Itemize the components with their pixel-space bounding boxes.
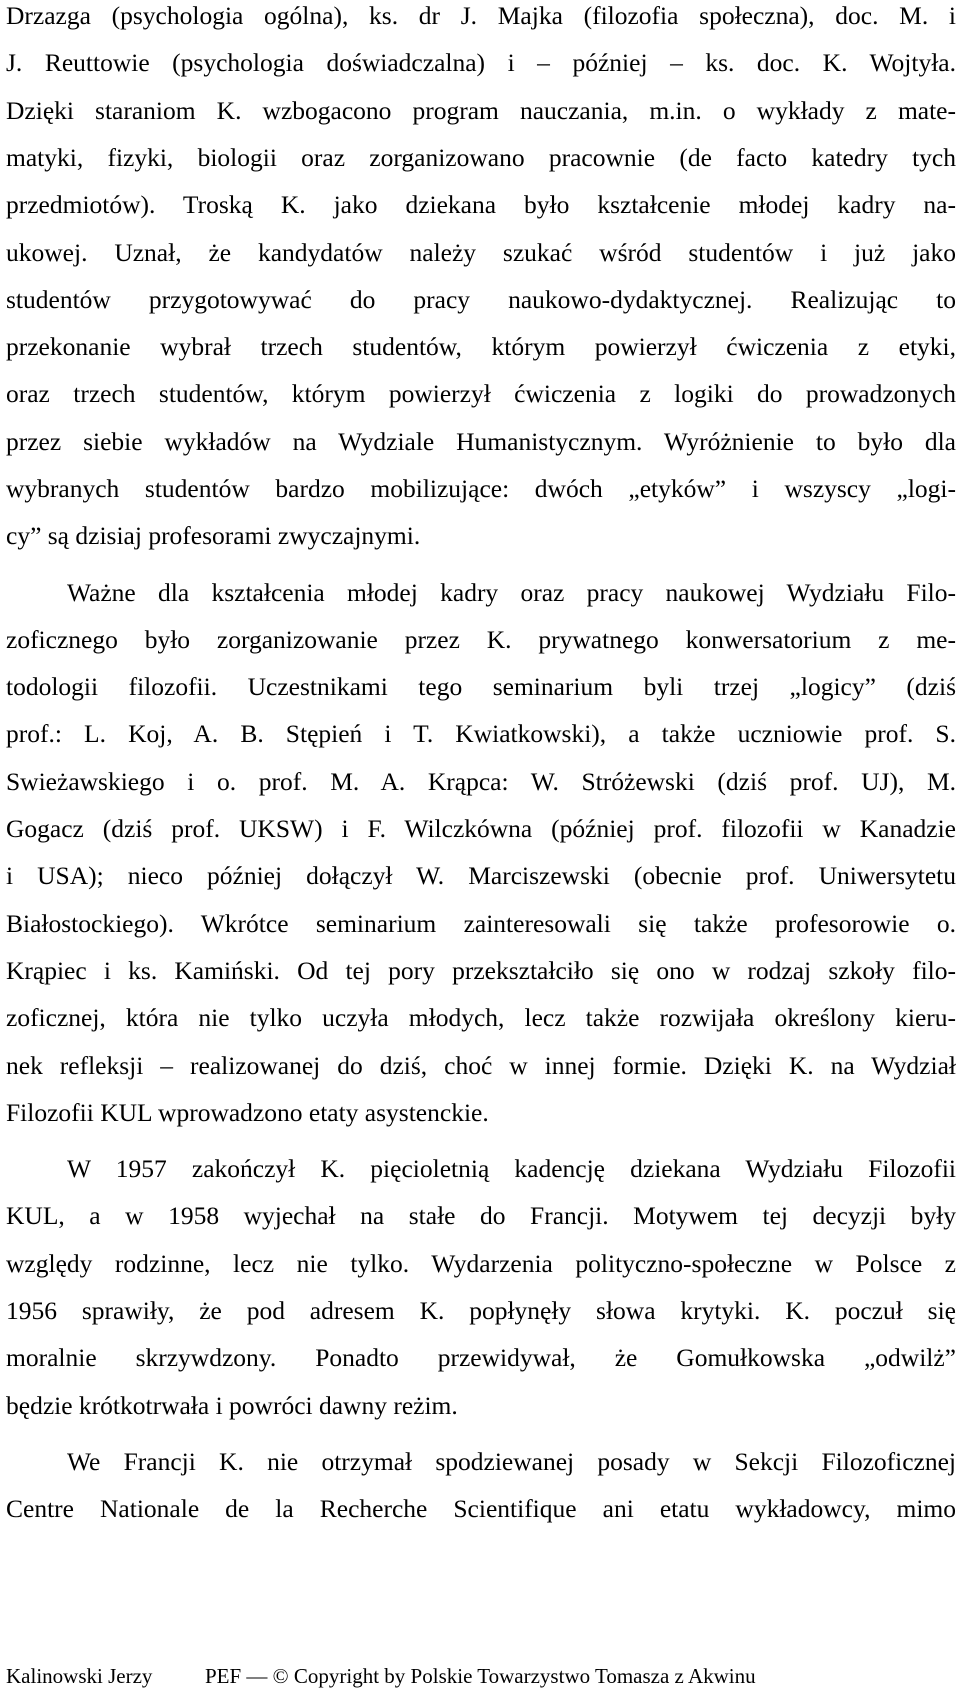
text-line: 1956 sprawiły, że pod adresem K. popłynęły słowa krytyki. K. poczuł się [6,1296,956,1325]
text-line: W 1957 zakończył K. pięcioletnią kadencję dziekana Wydziału Filozofii [67,1154,956,1183]
text-line: Ważne dla kształcenia młodej kadry oraz pracy naukowej Wydziału Filo- [67,578,956,607]
text-line: przez siebie wykładów na Wydziale Humanistycznym. Wyróżnienie to było dla [6,427,956,456]
text-line: J. Reuttowie (psychologia doświadczalna) i – później – ks. doc. K. Wojtyła. [6,48,956,77]
text-line: todologii filozofii. Uczestnikami tego seminarium byli trzej „logicy” (dziś [6,672,956,701]
text-line: Swieżawskiego i o. prof. M. A. Krąpca: W. Stróżewski (dziś prof. UJ), M. [6,767,956,796]
text-line: cy” są dzisiaj profesorami zwyczajnymi. [6,521,421,550]
text-line: nek refleksji – realizowanej do dziś, choć w innej formie. Dzięki K. na Wydział [6,1051,956,1080]
text-line: moralnie skrzywdzony. Ponadto przewidywał, że Gomułkowska „odwilż” [6,1343,956,1372]
text-line: zoficznej, która nie tylko uczyła młodych, lecz także rozwijała określony kieru- [6,1003,956,1032]
text-line: oraz trzech studentów, którym powierzył ćwiczenia z logiki do prowadzonych [6,379,956,408]
text-line: zoficznego było zorganizowanie przez K. prywatnego konwersatorium z me- [6,625,956,654]
text-line: przedmiotów). Troską K. jako dziekana było kształcenie młodej kadry na- [6,190,956,219]
footer-author: Kalinowski Jerzy [6,1664,153,1688]
text-line: matyki, fizyki, biologii oraz zorganizowano pracownie (de facto katedry tych [6,143,956,172]
text-line: wybranych studentów bardzo mobilizujące: dwóch „etyków” i wszyscy „logi- [6,474,956,503]
text-line: będzie krótkotrwała i powróci dawny reżim. [6,1391,458,1420]
text-line: Centre Nationale de la Recherche Scientifique ani etatu wykładowcy, mimo [6,1494,956,1523]
text-line: przekonanie wybrał trzech studentów, którym powierzył ćwiczenia z etyki, [6,332,956,361]
text-line: Filozofii KUL wprowadzono etaty asystenckie. [6,1098,489,1127]
text-line: studentów przygotowywać do pracy naukowo-dydaktycznej. Realizując to [6,285,956,314]
text-line: ukowej. Uznał, że kandydatów należy szukać wśród studentów i już jako [6,238,956,267]
footer-copyright: PEF — © Copyright by Polskie Towarzystwo Tomasza z Akwinu [205,1664,756,1688]
text-line: Gogacz (dziś prof. UKSW) i F. Wilczkówna (później prof. filozofii w Kanadzie [6,814,956,843]
text-line: Krąpiec i ks. Kamiński. Od tej pory przekształciło się ono w rodzaj szkoły filo- [6,956,956,985]
text-line: Dzięki staraniom K. wzbogacono program nauczania, m.in. o wykłady z mate- [6,96,956,125]
text-line: Drzazga (psychologia ogólna), ks. dr J. Majka (filozofia społeczna), doc. M. i [6,1,956,30]
text-line: We Francji K. nie otrzymał spodziewanej posady w Sekcji Filozoficznej [67,1447,956,1476]
text-line: względy rodzinne, lecz nie tylko. Wydarzenia polityczno-społeczne w Polsce z [6,1249,956,1278]
text-line: i USA); nieco później dołączył W. Marciszewski (obecnie prof. Uniwersytetu [6,861,956,890]
text-line: Białostockiego). Wkrótce seminarium zainteresowali się także profesorowie o. [6,909,956,938]
text-line: KUL, a w 1958 wyjechał na stałe do Francji. Motywem tej decyzji były [6,1201,956,1230]
text-line: prof.: L. Koj, A. B. Stępień i T. Kwiatkowski), a także uczniowie prof. S. [6,719,956,748]
